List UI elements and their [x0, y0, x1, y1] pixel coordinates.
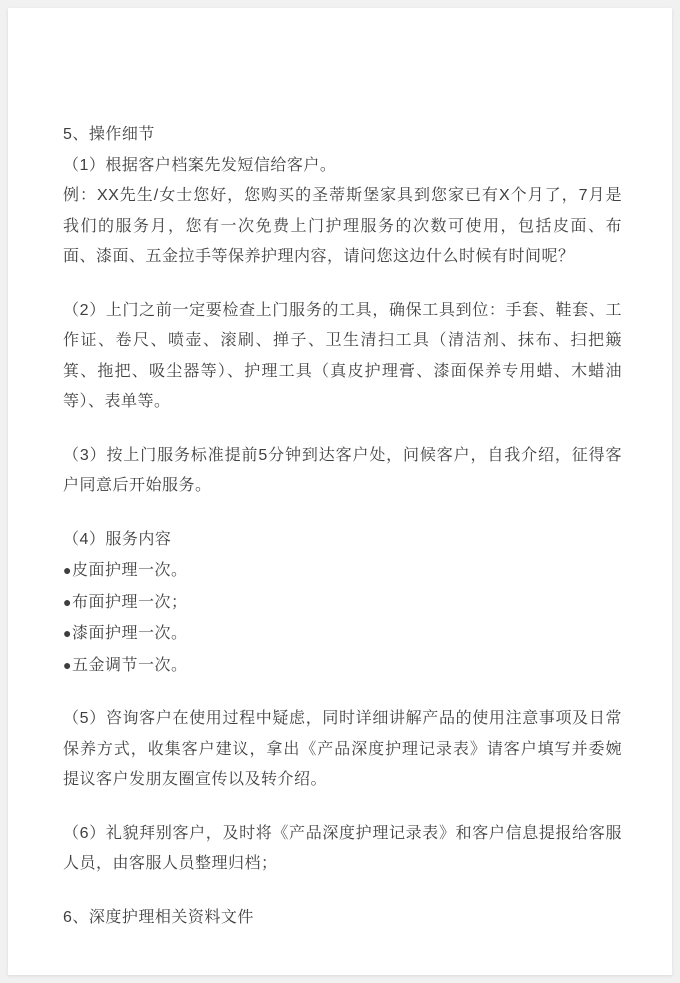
bullet-icon: ●: [63, 562, 72, 578]
section-heading-5: 5、操作细节: [63, 126, 155, 143]
service-item: [63, 618, 622, 650]
bullet-icon: ●: [63, 656, 72, 673]
service-item: [63, 587, 622, 619]
service-item: [63, 555, 622, 587]
document-page: [8, 8, 672, 975]
document-content: [8, 8, 672, 933]
service-item-label: 五金调节一次。: [71, 656, 188, 674]
service-item-label: 布面护理一次；: [71, 593, 188, 611]
service-item-label: 漆面护理一次。: [71, 625, 188, 642]
step-3-paragraph: （3）按上门服务标准提前5分钟到达客户处，问候客户，自我介绍，征得客户同意后开始服务。: [63, 446, 622, 494]
step-5-paragraph: （5）咨询客户在使用过程中疑虑，同时详细讲解产品的使用注意事项及日常保养方式，收集客户建议，拿出《产品深度护理记录表》请客户填写并委婉提议客户发朋友圈宣传以及转介绍。: [63, 710, 622, 788]
service-item-label: 皮面护理一次。: [71, 562, 188, 579]
step-4-heading: （4）服务内容: [63, 530, 172, 548]
bullet-icon: ●: [63, 625, 72, 641]
step-6-paragraph: （6）礼貌拜别客户，及时将《产品深度护理记录表》和客户信息提报给客服人员，由客服人员整理归档；: [63, 824, 622, 872]
service-item: [63, 650, 622, 682]
sms-example-paragraph: 例：XX先生/女士您好，您购买的圣蒂斯堡家具到您家已有X个月了，7月是我们的服务月，您有一次免费上门护理服务的次数可使用，包括皮面、布面、漆面、五金拉手等保养护理内容，请问您这边什么时候有时间呢？: [63, 187, 622, 265]
step-2-paragraph: （2）上门之前一定要检查上门服务的工具，确保工具到位：手套、鞋套、工作证、卷尺、喷壶、滚刷、掸子、卫生清扫工具（清洁剂、抹布、扫把簸箕、拖把、吸尘器等）、护理工具（真皮护理膏、漆面保养专用蜡、木蜡油等）、表单等。: [63, 301, 622, 410]
step-1-paragraph: （1）根据客户档案先发短信给客户。: [63, 156, 337, 174]
bullet-icon: ●: [63, 593, 72, 610]
section-heading-6: 6、深度护理相关资料文件: [63, 908, 254, 926]
